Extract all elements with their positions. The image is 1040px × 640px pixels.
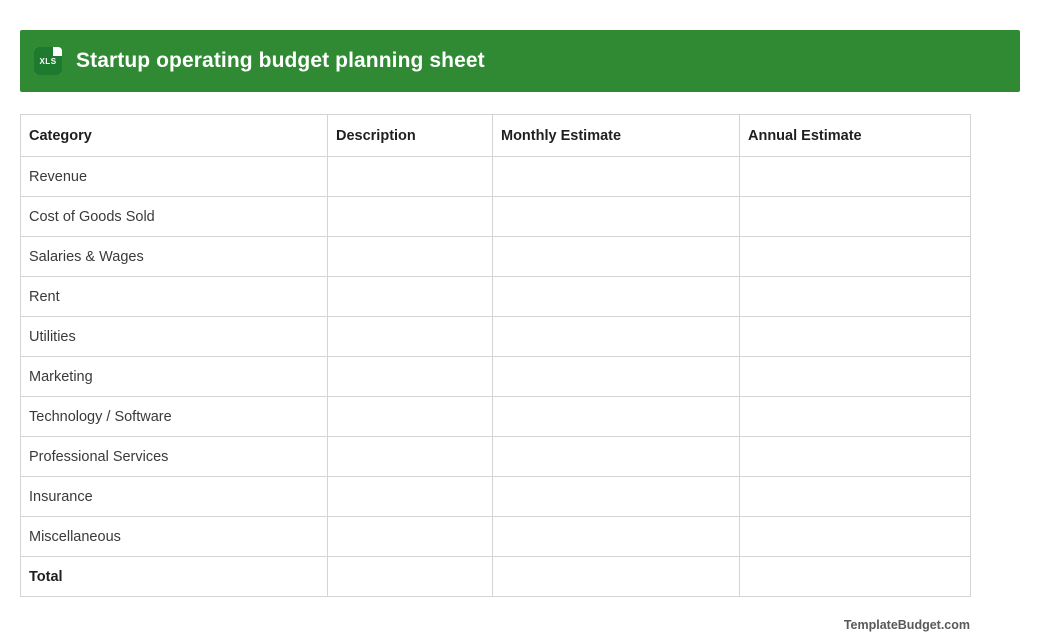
cell-category: Salaries & Wages	[21, 237, 328, 277]
cell-annual-estimate[interactable]	[740, 477, 971, 517]
cell-category-total: Total	[21, 557, 328, 597]
cell-monthly-estimate[interactable]	[493, 197, 740, 237]
cell-description[interactable]	[328, 277, 493, 317]
cell-annual-estimate-total[interactable]	[740, 557, 971, 597]
column-header-annual-estimate: Annual Estimate	[740, 115, 971, 157]
cell-description[interactable]	[328, 477, 493, 517]
cell-annual-estimate[interactable]	[740, 197, 971, 237]
cell-category: Revenue	[21, 157, 328, 197]
cell-annual-estimate[interactable]	[740, 317, 971, 357]
cell-monthly-estimate[interactable]	[493, 437, 740, 477]
cell-monthly-estimate[interactable]	[493, 157, 740, 197]
cell-annual-estimate[interactable]	[740, 357, 971, 397]
cell-category: Miscellaneous	[21, 517, 328, 557]
table-row-total	[21, 557, 971, 597]
budget-table	[20, 114, 971, 597]
cell-monthly-estimate[interactable]	[493, 357, 740, 397]
cell-monthly-estimate-total[interactable]	[493, 557, 740, 597]
cell-description[interactable]	[328, 357, 493, 397]
table-header	[21, 115, 971, 157]
cell-annual-estimate[interactable]	[740, 237, 971, 277]
footer-credit: TemplateBudget.com	[843, 618, 970, 632]
column-header-category: Category	[21, 115, 328, 157]
table-header-row	[21, 115, 971, 157]
cell-category: Marketing	[21, 357, 328, 397]
cell-monthly-estimate[interactable]	[493, 237, 740, 277]
cell-category: Rent	[21, 277, 328, 317]
table-row	[21, 357, 971, 397]
cell-category: Technology / Software	[21, 397, 328, 437]
cell-description[interactable]	[328, 237, 493, 277]
cell-monthly-estimate[interactable]	[493, 517, 740, 557]
cell-monthly-estimate[interactable]	[493, 317, 740, 357]
xls-icon-label: XLS	[39, 56, 57, 66]
table-body	[21, 157, 971, 597]
table-row	[21, 157, 971, 197]
column-header-monthly-estimate: Monthly Estimate	[493, 115, 740, 157]
cell-category: Professional Services	[21, 437, 328, 477]
column-header-description: Description	[328, 115, 493, 157]
cell-description-total[interactable]	[328, 557, 493, 597]
cell-description[interactable]	[328, 397, 493, 437]
document-header-banner	[20, 30, 1020, 92]
table-row	[21, 237, 971, 277]
cell-description[interactable]	[328, 517, 493, 557]
cell-description[interactable]	[328, 157, 493, 197]
table-row	[21, 197, 971, 237]
cell-category: Utilities	[21, 317, 328, 357]
cell-category: Cost of Goods Sold	[21, 197, 328, 237]
table-row	[21, 477, 971, 517]
cell-monthly-estimate[interactable]	[493, 477, 740, 517]
cell-description[interactable]	[328, 317, 493, 357]
table-row	[21, 277, 971, 317]
table-row	[21, 517, 971, 557]
table-row	[21, 317, 971, 357]
cell-annual-estimate[interactable]	[740, 517, 971, 557]
cell-description[interactable]	[328, 437, 493, 477]
cell-annual-estimate[interactable]	[740, 437, 971, 477]
table-row	[21, 437, 971, 477]
cell-monthly-estimate[interactable]	[493, 277, 740, 317]
table-row	[21, 397, 971, 437]
cell-annual-estimate[interactable]	[740, 277, 971, 317]
cell-description[interactable]	[328, 197, 493, 237]
xls-icon-fold	[53, 47, 62, 56]
cell-monthly-estimate[interactable]	[493, 397, 740, 437]
cell-category: Insurance	[21, 477, 328, 517]
cell-annual-estimate[interactable]	[740, 397, 971, 437]
page-title: Startup operating budget planning sheet	[76, 49, 485, 72]
xls-file-icon	[34, 47, 62, 75]
cell-annual-estimate[interactable]	[740, 157, 971, 197]
